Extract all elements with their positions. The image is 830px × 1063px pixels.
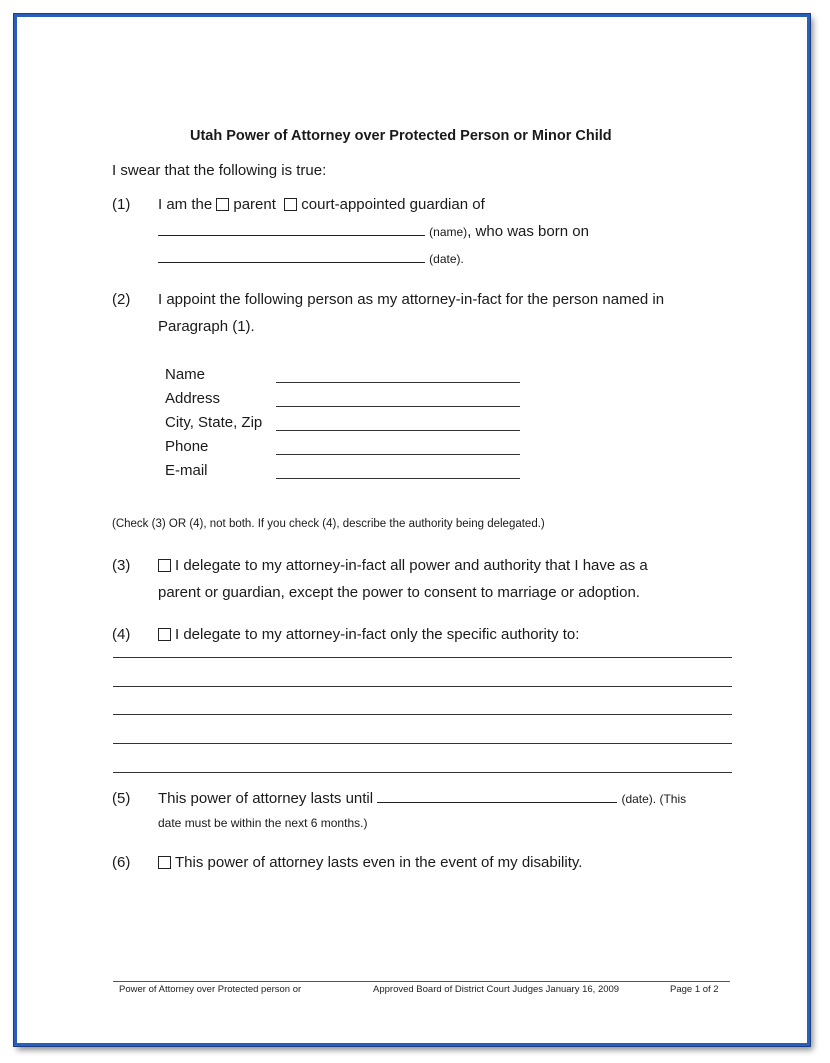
para-3-line-2: parent or guardian, except the power to consent to marriage or adoption.: [158, 584, 640, 601]
para-2-line-1: I appoint the following person as my attorney-in-fact for the person named in: [158, 291, 665, 308]
parent-checkbox[interactable]: [216, 198, 229, 211]
para-1-line-2: [158, 223, 589, 240]
disability-checkbox[interactable]: [158, 856, 171, 869]
attorney-email-field[interactable]: [276, 478, 520, 479]
attorney-address-field[interactable]: [276, 406, 520, 407]
para-3-number: (3): [112, 557, 131, 574]
footer-page-number: Page 1 of 2: [670, 984, 719, 995]
authority-line-4[interactable]: [113, 743, 732, 744]
para-5-line-2: date must be within the next 6 months.): [158, 816, 368, 830]
field-label-city: City, State, Zip: [165, 414, 263, 431]
born-text: , who was born on: [467, 223, 589, 240]
page-title: Utah Power of Attorney over Protected Person or Minor Child: [190, 128, 612, 144]
expiration-date-field[interactable]: [377, 790, 617, 803]
authority-line-1[interactable]: [113, 657, 732, 658]
child-name-field[interactable]: [158, 223, 425, 236]
para-2-line-2: Paragraph (1).: [158, 318, 255, 335]
guardian-label: court-appointed guardian of: [301, 196, 485, 213]
expiration-date-hint: (date). (This: [621, 792, 687, 806]
authority-line-5[interactable]: [113, 772, 732, 773]
footer-rule: [113, 981, 730, 982]
attorney-phone-field[interactable]: [276, 454, 520, 455]
parent-label: parent: [233, 196, 276, 213]
authority-line-2[interactable]: [113, 686, 732, 687]
authority-line-3[interactable]: [113, 714, 732, 715]
para-6-line: This power of attorney lasts even in the event of my disability.: [158, 854, 582, 871]
field-label-address: Address: [165, 390, 221, 407]
para-6-number: (6): [112, 854, 131, 871]
para-4-line: I delegate to my attorney-in-fact only the specific authority to:: [158, 626, 579, 643]
full-authority-checkbox[interactable]: [158, 559, 171, 572]
field-label-phone: Phone: [165, 438, 209, 455]
date-hint: (date): [429, 252, 461, 266]
attorney-city-field[interactable]: [276, 430, 520, 431]
check-instructions: (Check (3) OR (4), not both. If you check (4), describe the authority being delegated.): [112, 518, 545, 530]
para-1-number: (1): [112, 196, 131, 213]
para-2-number: (2): [112, 291, 131, 308]
para-3-line-1: I delegate to my attorney-in-fact all power and authority that I have as a: [158, 557, 648, 574]
birth-date-field[interactable]: [158, 250, 425, 263]
field-label-email: E-mail: [165, 462, 208, 479]
field-label-name: Name: [165, 366, 206, 383]
para-5-number: (5): [112, 790, 131, 807]
name-hint: (name): [429, 225, 468, 239]
footer-center: Approved Board of District Court Judges January 16, 2009: [373, 984, 620, 995]
intro-text: I swear that the following is true:: [112, 162, 327, 179]
para-5-line-1: This power of attorney lasts until (date). (This: [158, 790, 687, 807]
para-1-line-3: (date).: [158, 250, 464, 267]
para-1-line-1: [158, 196, 485, 213]
para-1-lead: I am the: [158, 196, 213, 213]
footer-left: Power of Attorney over Protected person or: [119, 984, 302, 995]
guardian-checkbox[interactable]: [284, 198, 297, 211]
attorney-name-field[interactable]: [276, 382, 520, 383]
para-4-number: (4): [112, 626, 131, 643]
specific-authority-checkbox[interactable]: [158, 628, 171, 641]
